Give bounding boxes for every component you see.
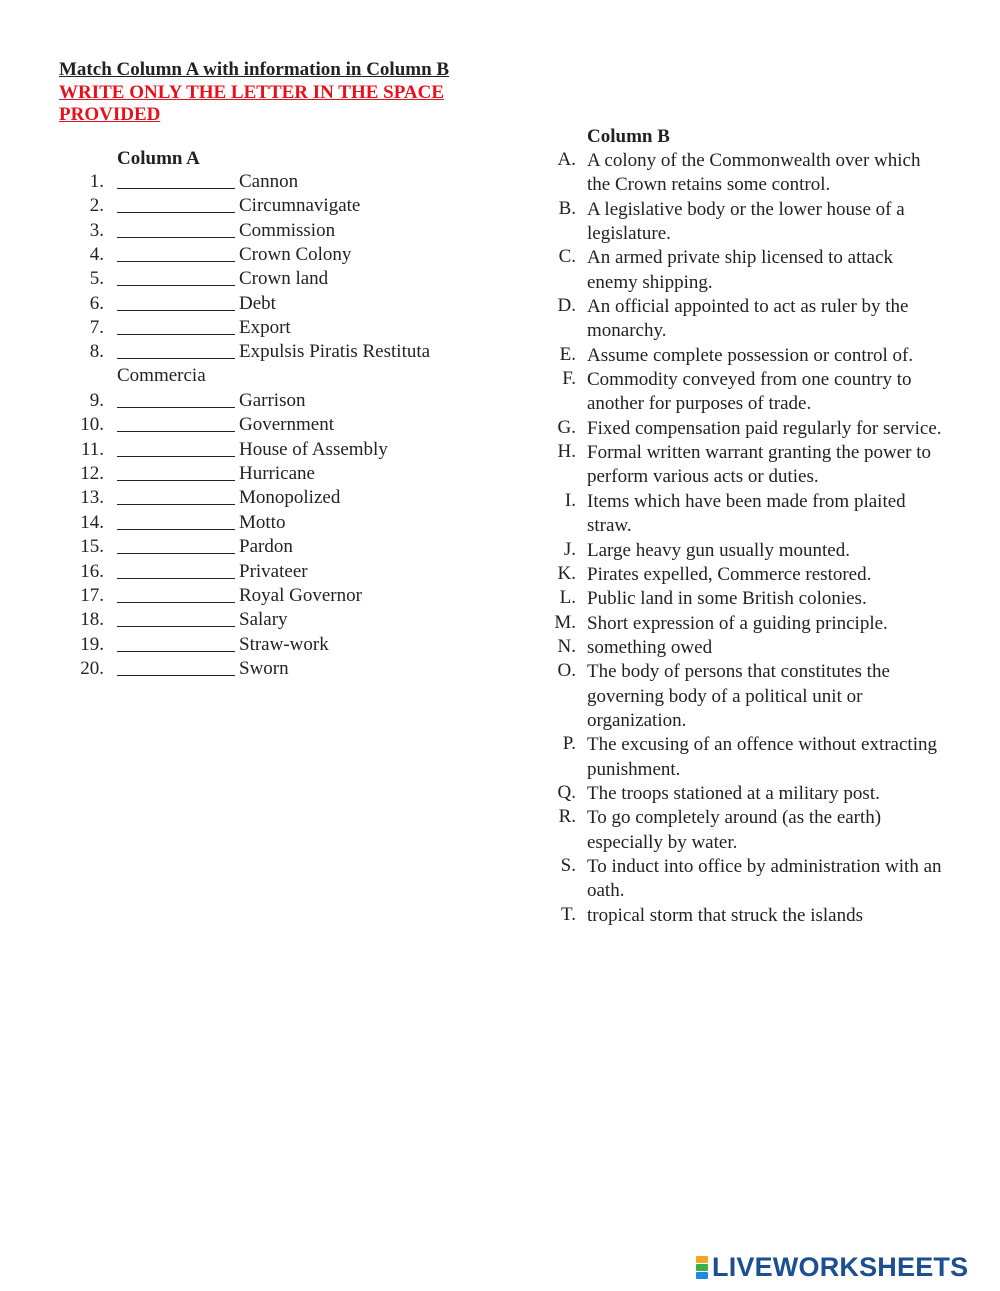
item-term: Hurricane xyxy=(239,463,315,485)
item-definition: An armed private ship licensed to attack enemy shipping. xyxy=(587,247,894,293)
item-letter: D. xyxy=(557,295,576,317)
item-term: Privateer xyxy=(239,560,308,582)
item-number: 16. xyxy=(80,560,104,582)
liveworksheets-logo-icon xyxy=(696,1256,708,1280)
item-letter: T. xyxy=(561,903,576,925)
column-b-item xyxy=(0,292,1000,344)
item-term-continuation: Commercia xyxy=(117,365,206,387)
item-number: 15. xyxy=(80,536,104,558)
item-definition: Short expression of a guiding principle. xyxy=(587,612,888,634)
item-definition: Assume complete possession or control of. xyxy=(587,344,914,366)
item-number: 3. xyxy=(89,219,104,241)
item-letter: J. xyxy=(563,538,576,560)
item-term: Debt xyxy=(239,292,276,314)
item-letter: A. xyxy=(557,149,576,170)
item-letter: O. xyxy=(557,660,576,682)
column-b-item xyxy=(0,246,1000,295)
column-b-item xyxy=(0,612,1000,636)
column-b-item xyxy=(0,368,1000,417)
column-b-item xyxy=(0,633,1000,660)
item-number: 17. xyxy=(80,584,104,606)
item-number: 11. xyxy=(80,438,104,460)
column-b-header: Column B xyxy=(587,126,670,147)
item-letter: S. xyxy=(560,854,576,876)
item-letter: I. xyxy=(564,489,576,511)
worksheet-title: Match Column A with information in Column B xyxy=(59,59,450,80)
item-number: 12. xyxy=(80,463,104,485)
item-letter: Q. xyxy=(557,781,576,803)
logo-block-orange xyxy=(696,1256,708,1263)
item-term: Government xyxy=(239,414,334,436)
column-b-item xyxy=(0,490,1000,539)
item-letter: G. xyxy=(557,416,576,438)
item-definition: Public land in some British colonies. xyxy=(587,588,867,610)
item-term: Salary xyxy=(239,609,288,631)
item-definition: Large heavy gun usually mounted. xyxy=(587,539,850,561)
item-definition: The troops stationed at a military post. xyxy=(587,782,880,804)
item-number: 4. xyxy=(89,244,104,266)
item-number: 7. xyxy=(89,317,104,339)
logo-block-blue xyxy=(696,1272,708,1279)
column-b-item xyxy=(0,855,1000,904)
item-number: 2. xyxy=(89,195,104,217)
column-b-item xyxy=(0,782,1000,806)
item-definition: To induct into office by administration with an oath. xyxy=(587,855,942,902)
item-number: 8. xyxy=(89,341,104,363)
item-letter: C. xyxy=(558,246,576,268)
column-b-item xyxy=(0,584,1000,611)
item-definition: Commodity conveyed from one country to another for purposes of trade. xyxy=(587,369,912,415)
item-number: 6. xyxy=(89,292,104,314)
item-definition: To go completely around (as the earth) especially by water. xyxy=(587,807,882,853)
item-number: 5. xyxy=(89,268,104,290)
item-number: 18. xyxy=(80,609,104,631)
item-number: 14. xyxy=(80,511,104,533)
column-b-item xyxy=(0,806,1000,855)
brand-name: LIVEWORKSHEETS xyxy=(712,1252,969,1282)
column-b-item xyxy=(0,733,1000,782)
item-number: 20. xyxy=(80,657,104,679)
column-b-item xyxy=(0,560,1000,587)
item-term: Crown Colony xyxy=(239,244,352,266)
item-definition: Formal written warrant granting the power to perform various acts or duties. xyxy=(587,442,932,488)
column-b-item xyxy=(0,344,1000,368)
item-term: Pardon xyxy=(239,536,293,558)
item-definition: Items which have been made from plaited straw. xyxy=(587,490,906,537)
item-letter: M. xyxy=(554,611,576,633)
item-definition: An official appointed to act as ruler by the monarchy. xyxy=(587,296,909,342)
item-term: Export xyxy=(239,317,291,339)
item-term: Motto xyxy=(239,511,286,533)
item-term: Straw-work xyxy=(239,633,329,655)
column-a-header: Column A xyxy=(117,148,200,169)
logo-block-green xyxy=(696,1264,708,1271)
item-term: Sworn xyxy=(239,657,289,679)
column-b-item xyxy=(0,904,1000,928)
column-b-item xyxy=(0,417,1000,441)
item-definition: A legislative body or the lower house of a legislature. xyxy=(587,198,905,245)
item-definition: tropical storm that struck the islands xyxy=(587,904,863,926)
column-b-item xyxy=(0,198,1000,247)
item-definition: The body of persons that constitutes the governing body of a political unit or organization. xyxy=(587,661,890,731)
column-b-item xyxy=(0,438,1000,490)
item-letter: R. xyxy=(558,806,576,828)
item-number: 1. xyxy=(89,171,104,192)
item-definition: Fixed compensation paid regularly for service. xyxy=(587,417,942,439)
item-definition: A colony of the Commonwealth over which the Crown retains some control. xyxy=(587,150,921,196)
item-definition: something owed xyxy=(587,636,713,658)
column-b-list xyxy=(0,149,1000,928)
column-b-item xyxy=(0,539,1000,563)
item-term: Garrison xyxy=(239,390,306,412)
item-term: Crown land xyxy=(239,268,329,290)
item-term: Royal Governor xyxy=(239,584,362,606)
item-term: Monopolized xyxy=(239,487,341,509)
item-definition: The excusing of an offence without extracting punishment. xyxy=(587,734,937,780)
item-term: Expulsis Piratis Restituta xyxy=(239,341,431,363)
item-number: 9. xyxy=(89,390,104,412)
item-term: Cannon xyxy=(239,171,299,192)
worksheet-instruction: WRITE ONLY THE LETTER IN THE SPACE PROVIDED xyxy=(59,82,445,125)
item-number: 13. xyxy=(80,487,104,509)
item-letter: F. xyxy=(562,368,576,390)
item-letter: H. xyxy=(557,441,576,463)
item-term: Circumnavigate xyxy=(239,195,361,217)
column-b-item xyxy=(0,149,1000,198)
item-letter: K. xyxy=(557,562,576,584)
item-letter: B. xyxy=(558,197,576,219)
item-letter: N. xyxy=(557,635,576,657)
item-definition: Pirates expelled, Commerce restored. xyxy=(587,563,872,585)
item-number: 19. xyxy=(80,633,104,655)
item-letter: L. xyxy=(559,587,576,609)
item-letter: E. xyxy=(559,343,576,365)
item-term: House of Assembly xyxy=(239,438,388,460)
item-term: Commission xyxy=(239,219,336,241)
item-number: 10. xyxy=(80,414,104,436)
item-letter: P. xyxy=(562,733,576,755)
column-b-item xyxy=(0,657,1000,733)
liveworksheets-brand[interactable] xyxy=(696,1252,968,1283)
